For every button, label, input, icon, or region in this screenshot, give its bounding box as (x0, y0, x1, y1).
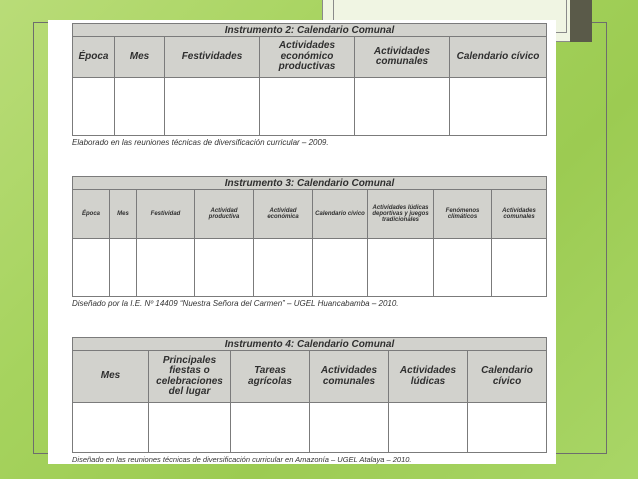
table-cell (468, 403, 547, 453)
table-cell (310, 403, 389, 453)
header-calendario-civico: Calendario cívico (468, 351, 547, 403)
table-cell (231, 403, 310, 453)
header-actividades-comunales: Actividades comunales (310, 351, 389, 403)
header-actividad-economica: Actividad económica (254, 190, 313, 239)
instrument-3-table (72, 176, 547, 297)
table-cell (254, 239, 313, 297)
header-festividad: Festividad (137, 190, 195, 239)
header-actividades-comunales: Actividades comunales (492, 190, 547, 239)
table-cell (389, 403, 468, 453)
instrument-3 (72, 176, 546, 308)
header-actividades-ludicas: Actividades lúdicas (389, 351, 468, 403)
header-epoca: Época (73, 37, 115, 78)
instrument-4-caption: Diseñado en las reuniones técnicas de diversificación curricular en Amazonía – UGEL Atalaya – 2010. (72, 455, 412, 464)
table-cell (165, 78, 260, 136)
table-cell (115, 78, 165, 136)
table-cell (73, 403, 149, 453)
header-fenomenos-climaticos: Fenómenos climáticos (434, 190, 492, 239)
instrument-2-table (72, 23, 547, 136)
header-calendario-civico: Calendario cívico (313, 190, 368, 239)
instrument-2-title: Instrumento 2: Calendario Comunal (73, 24, 547, 37)
instrument-4-table (72, 337, 547, 453)
table-cell (73, 78, 115, 136)
scanned-document (48, 20, 556, 464)
header-principales-fiestas: Principales fiestas o celebraciones del lugar (149, 351, 231, 403)
header-epoca: Época (73, 190, 110, 239)
table-cell (450, 78, 547, 136)
instrument-3-caption: Diseñado por la I.E. Nº 14409 “Nuestra Señora del Carmen” – UGEL Huancabamba – 2010. (72, 299, 399, 308)
table-cell (149, 403, 231, 453)
instrument-4-title: Instrumento 4: Calendario Comunal (73, 338, 547, 351)
table-cell (492, 239, 547, 297)
instrument-3-title: Instrumento 3: Calendario Comunal (73, 177, 547, 190)
header-tareas-agricolas: Tareas agrícolas (231, 351, 310, 403)
header-mes: Mes (110, 190, 137, 239)
header-actividades-comunales: Actividades comunales (355, 37, 450, 78)
table-cell (73, 239, 110, 297)
header-festividades: Festividades (165, 37, 260, 78)
table-cell (110, 239, 137, 297)
header-actividades-ludicas: Actividades lúdicas deportivas y juegos tradicionales (368, 190, 434, 239)
header-actividades-economico-productivas: Actividades económico productivas (260, 37, 355, 78)
table-cell (434, 239, 492, 297)
header-mes: Mes (115, 37, 165, 78)
table-cell (260, 78, 355, 136)
header-actividad-productiva: Actividad productiva (195, 190, 254, 239)
header-mes: Mes (73, 351, 149, 403)
instrument-2 (72, 23, 546, 147)
table-cell (368, 239, 434, 297)
instrument-4 (72, 337, 546, 464)
header-calendario-civico: Calendario cívico (450, 37, 547, 78)
slide-corner-accent (570, 0, 592, 42)
table-cell (195, 239, 254, 297)
table-cell (137, 239, 195, 297)
table-cell (355, 78, 450, 136)
instrument-2-caption: Elaborado en las reuniones técnicas de diversificación curricular – 2009. (72, 138, 329, 147)
table-cell (313, 239, 368, 297)
